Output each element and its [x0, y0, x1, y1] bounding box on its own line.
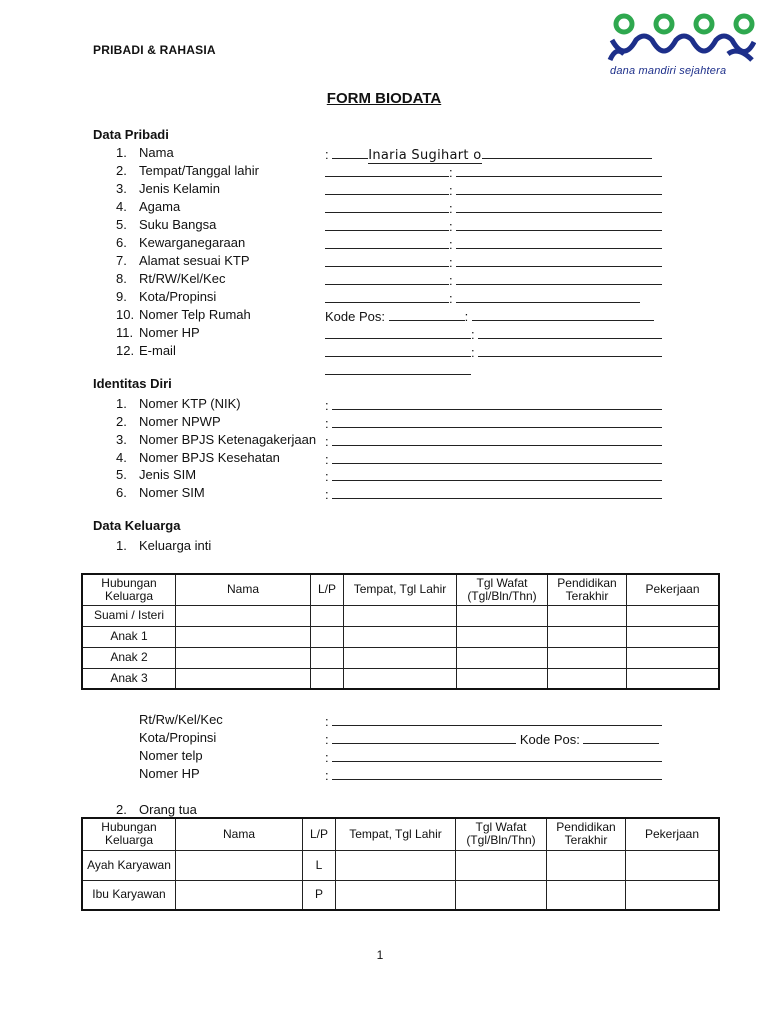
cell-pendidikan[interactable]: [547, 850, 626, 880]
email-field-extra[interactable]: [325, 362, 471, 378]
col-nama: Nama: [176, 574, 311, 605]
cell-tgl-wafat[interactable]: [457, 647, 548, 668]
item-label: Kota/Propinsi: [139, 730, 217, 745]
cell-lp: P: [303, 880, 336, 910]
item-label: Suku Bangsa: [139, 217, 217, 232]
ktp-field[interactable]: :: [325, 397, 662, 413]
cell-pendidikan[interactable]: [548, 647, 627, 668]
confidential-label: PRIBADI & RAHASIA: [93, 43, 216, 57]
cell-lp[interactable]: [311, 668, 344, 689]
cell-lp[interactable]: [311, 626, 344, 647]
alamat-ktp-field[interactable]: :: [325, 254, 662, 270]
item-number: 1.: [116, 538, 127, 553]
cell-tgl-wafat[interactable]: [457, 668, 548, 689]
item-number: 4.: [116, 450, 127, 465]
item-number: 3.: [116, 181, 127, 196]
col-nama: Nama: [176, 818, 303, 850]
keluarga-telp-field[interactable]: :: [325, 749, 662, 765]
item-number: 11.: [116, 325, 134, 340]
item-number: 1.: [116, 145, 127, 160]
col-lp: L/P: [311, 574, 344, 605]
table-row: [82, 626, 719, 647]
item-label: Nomer NPWP: [139, 414, 221, 429]
tempat-lahir-field[interactable]: :: [325, 164, 662, 180]
cell-hubungan: Anak 2: [82, 647, 176, 668]
keluarga-hp-field[interactable]: :: [325, 767, 662, 783]
col-pekerjaan: Pekerjaan: [627, 574, 720, 605]
section-identitas-diri: Identitas Diri: [93, 376, 172, 391]
item-label: Nomer BPJS Kesehatan: [139, 450, 280, 465]
item-number: 2.: [116, 163, 127, 178]
cell-pekerjaan[interactable]: [627, 668, 720, 689]
cell-nama[interactable]: [176, 605, 311, 626]
bpjs-tk-field[interactable]: :: [325, 433, 662, 449]
item-label: Orang tua: [139, 802, 197, 817]
item-label: Nomer HP: [139, 325, 200, 340]
col-hubungan: Hubungan Keluarga: [82, 574, 176, 605]
cell-pendidikan[interactable]: [547, 880, 626, 910]
item-label: Nama: [139, 145, 174, 160]
nomer-sim-field[interactable]: :: [325, 486, 662, 502]
cell-tgl-wafat[interactable]: [457, 605, 548, 626]
cell-pendidikan[interactable]: [548, 668, 627, 689]
row-keluarga-inti: [0, 537, 768, 555]
item-label: Nomer SIM: [139, 485, 205, 500]
col-tgl-wafat: Tgl Wafat (Tgl/Bln/Thn): [456, 818, 547, 850]
kota-propinsi-field[interactable]: :: [325, 290, 640, 306]
table-row: [82, 647, 719, 668]
cell-lp: L: [303, 850, 336, 880]
email-field[interactable]: :: [325, 344, 662, 360]
col-lp: L/P: [303, 818, 336, 850]
item-number: 12.: [116, 343, 135, 358]
cell-pekerjaan[interactable]: [627, 647, 720, 668]
item-label: Nomer HP: [139, 766, 200, 781]
item-label: Nomer Telp Rumah: [139, 307, 251, 322]
cell-nama[interactable]: [176, 880, 303, 910]
item-number: 7.: [116, 253, 127, 268]
cell-hubungan: Anak 3: [82, 668, 176, 689]
cell-nama[interactable]: [176, 668, 311, 689]
kewarganegaraan-field[interactable]: :: [325, 236, 662, 252]
col-hubungan: Hubungan Keluarga: [82, 818, 176, 850]
cell-lp[interactable]: [311, 647, 344, 668]
keluarga-inti-table: [81, 573, 720, 690]
cell-pekerjaan[interactable]: [626, 850, 720, 880]
item-label: Jenis SIM: [139, 467, 197, 482]
cell-hubungan: Ibu Karyawan: [82, 880, 176, 910]
cell-tempat-tgl-lahir[interactable]: [344, 626, 457, 647]
jenis-sim-field[interactable]: :: [325, 468, 662, 484]
table-row: [82, 880, 719, 910]
item-label: Rt/Rw/Kel/Kec: [139, 712, 223, 727]
agama-field[interactable]: :: [325, 200, 662, 216]
table-header-row: [82, 574, 719, 605]
item-label: E-mail: [139, 343, 176, 358]
table-row: [82, 605, 719, 626]
item-label: Kewarganegaraan: [139, 235, 246, 250]
cell-pekerjaan[interactable]: [626, 880, 720, 910]
cell-tempat-tgl-lahir[interactable]: [336, 880, 456, 910]
cell-lp[interactable]: [311, 605, 344, 626]
item-label: Tempat/Tanggal lahir: [139, 163, 259, 178]
page-number: 1: [376, 948, 384, 962]
item-number: 5.: [116, 467, 127, 482]
keluarga-rt-field[interactable]: :: [325, 713, 662, 729]
nama-value: Inaria Sugihart o: [368, 148, 482, 163]
col-pekerjaan: Pekerjaan: [626, 818, 720, 850]
logo-tagline: dana mandiri sejahtera: [610, 65, 727, 77]
table-row: [82, 668, 719, 689]
telp-rumah-field[interactable]: Kode Pos: :: [325, 308, 654, 324]
orang-tua-table: [81, 817, 720, 911]
cell-tgl-wafat[interactable]: [456, 880, 547, 910]
item-label: Rt/RW/Kel/Kec: [139, 271, 226, 286]
cell-pekerjaan[interactable]: [627, 605, 720, 626]
item-number: 4.: [116, 199, 127, 214]
cell-hubungan: Ayah Karyawan: [82, 850, 176, 880]
item-label: Nomer BPJS Ketenagakerjaan: [139, 432, 317, 447]
item-number: 2.: [116, 414, 127, 429]
nomer-hp-field[interactable]: :: [325, 326, 662, 342]
cell-nama[interactable]: [176, 850, 303, 880]
nama-field[interactable]: : Inaria Sugihart o: [325, 146, 652, 163]
keluarga-kota-field[interactable]: : Kode Pos:: [325, 731, 659, 747]
cell-pendidikan[interactable]: [548, 605, 627, 626]
npwp-field[interactable]: :: [325, 415, 662, 431]
cell-hubungan: Anak 1: [82, 626, 176, 647]
rt-rw-field[interactable]: :: [325, 272, 662, 288]
cell-nama[interactable]: [176, 647, 311, 668]
cell-pendidikan[interactable]: [548, 626, 627, 647]
item-label: Keluarga inti: [139, 538, 212, 553]
form-title: FORM BIODATA: [326, 90, 442, 107]
section-data-pribadi: Data Pribadi: [93, 127, 169, 142]
item-number: 3.: [116, 432, 127, 447]
cell-nama[interactable]: [176, 626, 311, 647]
suku-bangsa-field[interactable]: :: [325, 218, 662, 234]
table-header-row: [82, 818, 719, 850]
col-pendidikan: Pendidikan Terakhir: [547, 818, 626, 850]
item-number: 9.: [116, 289, 127, 304]
item-label: Jenis Kelamin: [139, 181, 220, 196]
item-number: 6.: [116, 235, 127, 250]
item-number: 8.: [116, 271, 127, 286]
section-data-keluarga: Data Keluarga: [93, 518, 181, 533]
cell-tgl-wafat[interactable]: [457, 626, 548, 647]
item-label: Nomer KTP (NIK): [139, 396, 241, 411]
item-number: 2.: [116, 802, 127, 817]
cell-tempat-tgl-lahir[interactable]: [336, 850, 456, 880]
cell-hubungan: Suami / Isteri: [82, 605, 176, 626]
item-number: 5.: [116, 217, 127, 232]
kode-pos-label: Kode Pos:: [325, 309, 385, 324]
table-row: [82, 850, 719, 880]
col-tempat-tgl-lahir: Tempat, Tgl Lahir: [336, 818, 456, 850]
bpjs-kesehatan-field[interactable]: :: [325, 451, 662, 467]
cell-tempat-tgl-lahir[interactable]: [344, 647, 457, 668]
col-pendidikan: Pendidikan Terakhir: [548, 574, 627, 605]
item-label: Agama: [139, 199, 181, 214]
col-tgl-wafat: Tgl Wafat (Tgl/Bln/Thn): [457, 574, 548, 605]
item-label: Alamat sesuai KTP: [139, 253, 250, 268]
item-number: 10.: [116, 307, 135, 322]
col-tempat-tgl-lahir: Tempat, Tgl Lahir: [344, 574, 457, 605]
item-label: Nomer telp: [139, 748, 203, 763]
cell-pekerjaan[interactable]: [627, 626, 720, 647]
cell-tgl-wafat[interactable]: [456, 850, 547, 880]
kode-pos-label: Kode Pos:: [519, 732, 580, 747]
item-label: Kota/Propinsi: [139, 289, 217, 304]
cell-tempat-tgl-lahir[interactable]: [344, 668, 457, 689]
cell-tempat-tgl-lahir[interactable]: [344, 605, 457, 626]
item-number: 1.: [116, 396, 127, 411]
jenis-kelamin-field[interactable]: :: [325, 182, 662, 198]
item-number: 6.: [116, 485, 127, 500]
